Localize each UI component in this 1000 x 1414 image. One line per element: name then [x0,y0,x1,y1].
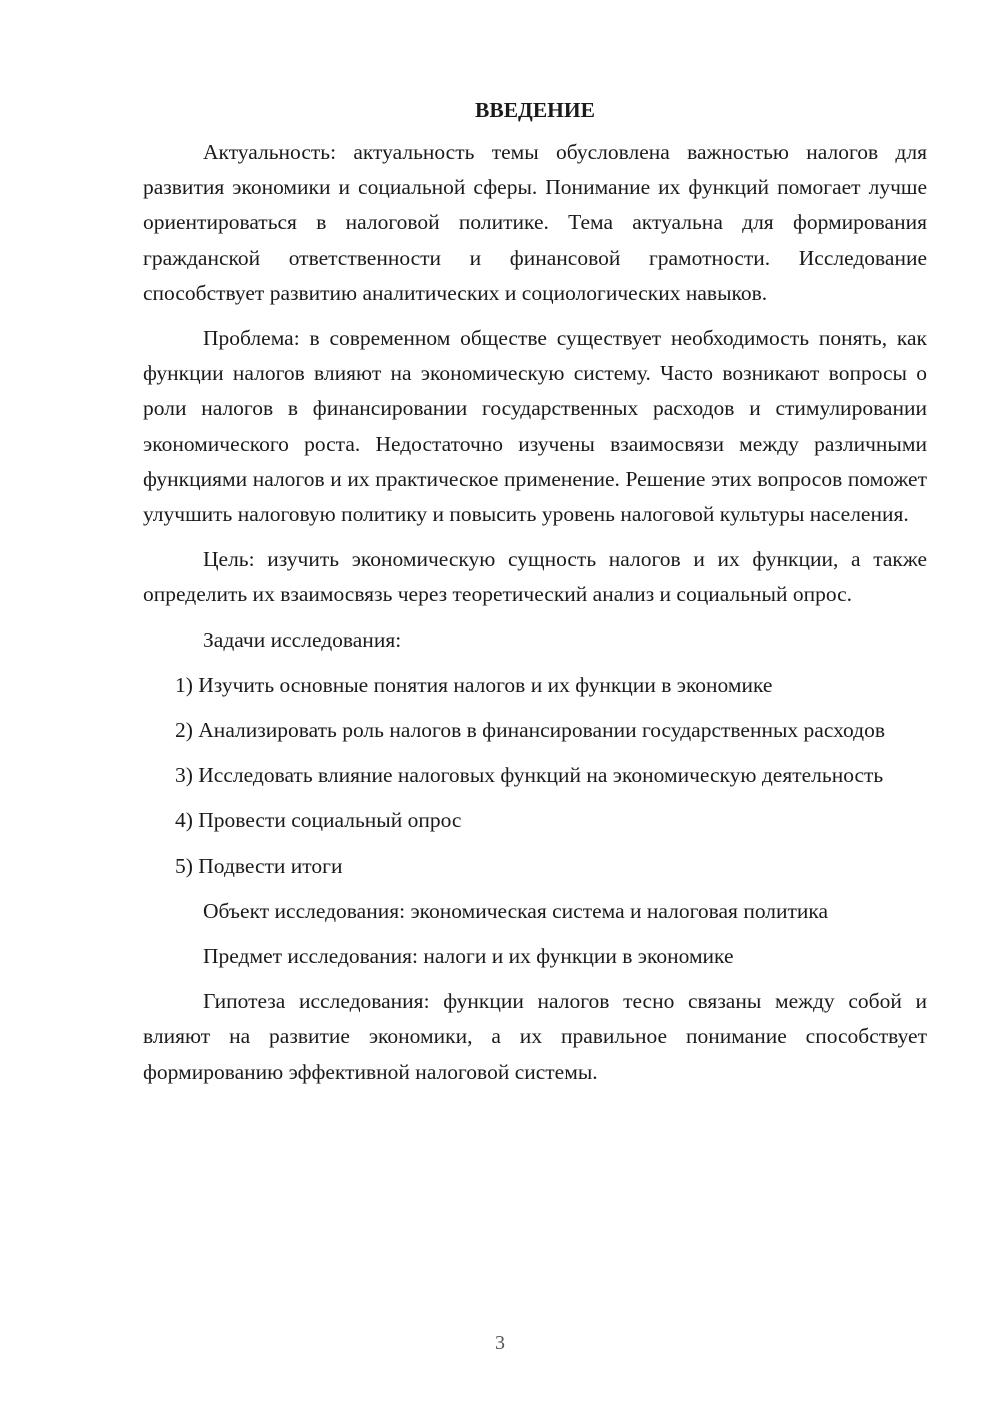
relevance-paragraph: Актуальность: актуальность темы обусловлена важностью налогов для развития экономики и социальной сферы. Понимание их функций помогает лучше ориентироваться в налоговой политике. Тема актуальна для формирования гражданской ответственности и финансовой грамотности. Исследование способствует развитию аналитических и социологических навыков. [143,140,927,305]
goal-paragraph: Цель: изучить экономическую сущность налогов и их функции, а также определить их взаимосвязь через теоретический анализ и социальный опрос. [143,547,927,607]
object-paragraph: Объект исследования: экономическая система и налоговая политика [203,898,829,923]
section-title: ВВЕДЕНИЕ [475,98,595,122]
tasks-heading: Задачи исследования: [203,627,402,652]
subject-paragraph: Предмет исследования: налоги и их функции в экономике [203,944,734,969]
document-page [143,94,927,1100]
page-number: 3 [495,1332,505,1354]
hypothesis-paragraph: Гипотеза исследования: функции налогов тесно связаны между собой и влияют на развитие экономики, а их правильное понимание способствует формированию эффективной налоговой системы. [143,989,927,1084]
task-item-2: 2) Анализировать роль налогов в финансировании государственных расходов [175,718,885,743]
task-item-4: 4) Провести социальный опрос [175,808,462,833]
problem-paragraph: Проблема: в современном обществе существует необходимость понять, как функции налогов влияют на экономическую систему. Часто возникают вопросы о роли налогов в финансировании государственных расходов и стимулировании экономического роста. Недостаточно изучены взаимосвязи между различными функциями налогов и их практическое применение. Решение этих вопросов поможет улучшить налоговую политику и повысить уровень налоговой культуры населения. [143,326,927,527]
task-item-1: 1) Изучить основные понятия налогов и их функции в экономике [175,672,773,697]
task-item-3: 3) Исследовать влияние налоговых функций на экономическую деятельность [175,763,884,788]
task-item-5: 5) Подвести итоги [175,853,343,878]
